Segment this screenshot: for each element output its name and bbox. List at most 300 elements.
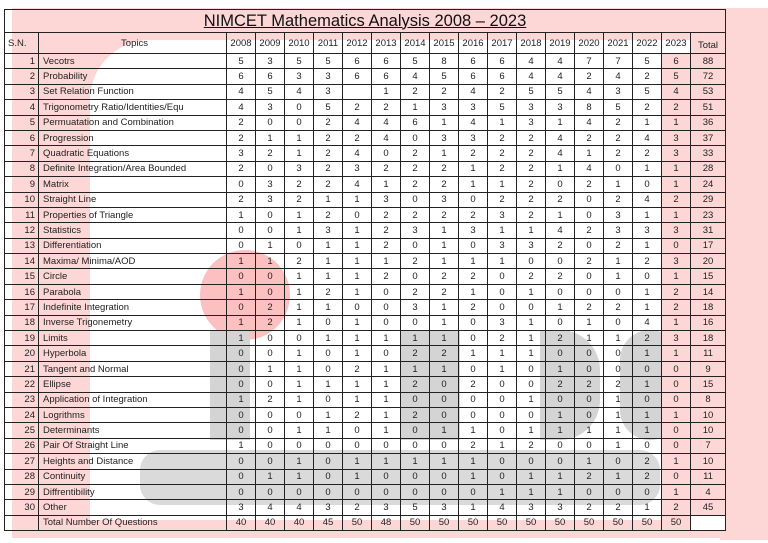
- row-year-value: 1: [546, 207, 575, 222]
- row-topic: Statistics: [39, 223, 227, 238]
- row-year-value: 2: [604, 130, 633, 145]
- table-row: [5, 269, 726, 284]
- row-year-value: 4: [575, 161, 604, 176]
- row-year-value: 0: [604, 315, 633, 330]
- row-topic: Matrix: [39, 177, 227, 192]
- row-year-value: 2: [604, 500, 633, 515]
- row-year-value: 0: [575, 484, 604, 499]
- row-year-value: 0: [575, 284, 604, 299]
- row-year-value: 1: [256, 254, 285, 269]
- row-sn: 23: [5, 392, 39, 407]
- row-year-value: 1: [314, 300, 343, 315]
- row-year-value: 4: [517, 54, 546, 69]
- row-year-value: 4: [575, 115, 604, 130]
- row-year-value: 2: [517, 130, 546, 145]
- row-year-value: 1: [285, 469, 314, 484]
- row-year-value: 6: [343, 69, 372, 84]
- row-year-value: 2: [256, 392, 285, 407]
- row-year-value: 1: [343, 454, 372, 469]
- footer-year-total: 50: [401, 515, 430, 530]
- header-year: 2015: [430, 33, 459, 54]
- row-year-value: 1: [633, 407, 662, 422]
- row-year-value: 2: [633, 454, 662, 469]
- row-year-value: 1: [517, 315, 546, 330]
- row-year-value: 0: [604, 161, 633, 176]
- row-year-value: 3: [285, 161, 314, 176]
- row-sn: 18: [5, 315, 39, 330]
- row-year-value: 6: [459, 69, 488, 84]
- row-year-value: 1: [430, 254, 459, 269]
- row-year-value: 1: [459, 177, 488, 192]
- row-year-value: 2: [227, 115, 256, 130]
- row-year-value: 0: [314, 454, 343, 469]
- analysis-table: [4, 9, 726, 531]
- row-year-value: 0: [662, 469, 691, 484]
- row-year-value: 5: [662, 69, 691, 84]
- row-year-value: 0: [401, 130, 430, 145]
- row-year-value: 0: [372, 315, 401, 330]
- row-year-value: 1: [285, 377, 314, 392]
- row-year-value: 0: [256, 284, 285, 299]
- row-year-value: 2: [633, 469, 662, 484]
- row-year-value: 3: [430, 130, 459, 145]
- row-year-value: 1: [401, 454, 430, 469]
- row-year-value: 5: [430, 69, 459, 84]
- row-year-value: 0: [256, 407, 285, 422]
- row-year-value: 1: [227, 254, 256, 269]
- row-year-value: 1: [604, 254, 633, 269]
- row-year-value: 0: [401, 469, 430, 484]
- row-year-value: 0: [662, 392, 691, 407]
- row-year-value: 2: [662, 500, 691, 515]
- row-total: 17: [691, 238, 726, 253]
- row-year-value: 1: [314, 254, 343, 269]
- table-row: [5, 361, 726, 376]
- row-topic: Other: [39, 500, 227, 515]
- row-year-value: 1: [314, 377, 343, 392]
- row-year-value: 2: [575, 130, 604, 145]
- row-year-value: 1: [256, 130, 285, 145]
- row-year-value: 1: [488, 177, 517, 192]
- row-year-value: 1: [343, 346, 372, 361]
- row-year-value: 2: [401, 207, 430, 222]
- header-topics: Topics: [39, 33, 227, 54]
- table-row: [5, 207, 726, 222]
- row-year-value: 1: [459, 254, 488, 269]
- row-year-value: 0: [459, 192, 488, 207]
- table-row: [5, 331, 726, 346]
- row-year-value: 0: [343, 300, 372, 315]
- row-year-value: 0: [401, 315, 430, 330]
- row-year-value: 1: [430, 454, 459, 469]
- row-total: 51: [691, 100, 726, 115]
- row-total: 14: [691, 284, 726, 299]
- row-year-value: 0: [343, 484, 372, 499]
- row-year-value: 1: [517, 423, 546, 438]
- row-year-value: 2: [488, 146, 517, 161]
- row-year-value: 0: [517, 254, 546, 269]
- row-year-value: 2: [604, 192, 633, 207]
- row-year-value: 1: [633, 207, 662, 222]
- row-year-value: 2: [401, 254, 430, 269]
- row-year-value: 0: [430, 392, 459, 407]
- row-year-value: 1: [256, 238, 285, 253]
- row-year-value: 2: [459, 207, 488, 222]
- row-year-value: 0: [575, 207, 604, 222]
- row-year-value: 0: [488, 454, 517, 469]
- table-row: [5, 423, 726, 438]
- row-topic: Circle: [39, 269, 227, 284]
- row-sn: 27: [5, 454, 39, 469]
- row-total: 72: [691, 69, 726, 84]
- row-year-value: 0: [227, 177, 256, 192]
- row-year-value: 2: [430, 84, 459, 99]
- row-topic: Continuity: [39, 469, 227, 484]
- row-year-value: 0: [575, 392, 604, 407]
- row-year-value: 2: [256, 300, 285, 315]
- row-year-value: 2: [575, 177, 604, 192]
- row-year-value: 4: [546, 223, 575, 238]
- row-topic: Limits: [39, 331, 227, 346]
- row-year-value: 1: [517, 392, 546, 407]
- row-sn: 20: [5, 346, 39, 361]
- row-year-value: 1: [256, 361, 285, 376]
- row-year-value: 2: [517, 269, 546, 284]
- row-total: 24: [691, 177, 726, 192]
- row-year-value: 5: [401, 54, 430, 69]
- row-year-value: 1: [227, 438, 256, 453]
- row-year-value: 2: [343, 100, 372, 115]
- footer-year-total: 50: [517, 515, 546, 530]
- row-year-value: 4: [633, 130, 662, 145]
- table-row: [5, 161, 726, 176]
- row-year-value: 0: [546, 392, 575, 407]
- row-year-value: 0: [227, 269, 256, 284]
- row-year-value: 1: [227, 392, 256, 407]
- table-row: [5, 254, 726, 269]
- row-year-value: 1: [343, 284, 372, 299]
- row-year-value: 4: [343, 115, 372, 130]
- row-year-value: 1: [285, 315, 314, 330]
- row-year-value: 1: [662, 346, 691, 361]
- header-year: 2009: [256, 33, 285, 54]
- row-year-value: 2: [401, 146, 430, 161]
- row-year-value: 3: [488, 207, 517, 222]
- row-year-value: 2: [488, 84, 517, 99]
- row-topic: Determinants: [39, 423, 227, 438]
- row-year-value: 0: [488, 469, 517, 484]
- row-year-value: 2: [488, 161, 517, 176]
- row-topic: Inverse Trigonemetry: [39, 315, 227, 330]
- footer-sn: [5, 515, 39, 530]
- row-year-value: 5: [401, 500, 430, 515]
- row-year-value: 4: [401, 69, 430, 84]
- row-year-value: 0: [314, 469, 343, 484]
- row-sn: 22: [5, 377, 39, 392]
- row-year-value: 0: [256, 161, 285, 176]
- row-year-value: 1: [604, 423, 633, 438]
- row-topic: Quadratic Equations: [39, 146, 227, 161]
- row-year-value: 4: [517, 69, 546, 84]
- table-row: [5, 115, 726, 130]
- row-year-value: 2: [401, 377, 430, 392]
- row-year-value: 2: [633, 254, 662, 269]
- row-year-value: 1: [285, 454, 314, 469]
- row-year-value: 1: [401, 331, 430, 346]
- row-year-value: 5: [314, 54, 343, 69]
- row-year-value: 0: [488, 377, 517, 392]
- row-year-value: 3: [488, 238, 517, 253]
- row-year-value: 5: [633, 54, 662, 69]
- row-year-value: 3: [662, 130, 691, 145]
- row-year-value: 1: [633, 423, 662, 438]
- row-year-value: 0: [314, 361, 343, 376]
- row-year-value: 2: [430, 284, 459, 299]
- row-year-value: 1: [285, 130, 314, 145]
- row-total: 16: [691, 315, 726, 330]
- row-year-value: 0: [633, 269, 662, 284]
- row-year-value: 0: [488, 423, 517, 438]
- row-year-value: 3: [662, 223, 691, 238]
- row-year-value: 0: [343, 423, 372, 438]
- row-year-value: 0: [604, 454, 633, 469]
- row-year-value: 0: [372, 484, 401, 499]
- row-year-value: 1: [633, 238, 662, 253]
- row-sn: 10: [5, 192, 39, 207]
- row-year-value: 1: [285, 300, 314, 315]
- row-year-value: 1: [459, 454, 488, 469]
- row-year-value: 2: [372, 207, 401, 222]
- row-year-value: 2: [256, 315, 285, 330]
- row-year-value: 0: [662, 377, 691, 392]
- row-year-value: 1: [488, 484, 517, 499]
- row-year-value: 2: [517, 207, 546, 222]
- header-year: 2020: [575, 33, 604, 54]
- footer-year-total: 50: [343, 515, 372, 530]
- row-year-value: 2: [314, 130, 343, 145]
- row-year-value: 0: [546, 438, 575, 453]
- row-year-value: 0: [633, 177, 662, 192]
- row-year-value: 2: [546, 331, 575, 346]
- table-row: [5, 484, 726, 499]
- row-year-value: 8: [575, 100, 604, 115]
- row-sn: 9: [5, 177, 39, 192]
- row-year-value: 1: [430, 146, 459, 161]
- row-year-value: 3: [256, 100, 285, 115]
- row-year-value: 1: [575, 315, 604, 330]
- row-year-value: 0: [430, 484, 459, 499]
- row-year-value: 3: [546, 100, 575, 115]
- row-year-value: 2: [633, 331, 662, 346]
- row-year-value: 0: [488, 284, 517, 299]
- row-year-value: 2: [459, 146, 488, 161]
- row-total: 7: [691, 438, 726, 453]
- row-year-value: 2: [575, 469, 604, 484]
- row-topic: Application of Integration: [39, 392, 227, 407]
- row-year-value: 0: [372, 438, 401, 453]
- row-year-value: 0: [633, 392, 662, 407]
- row-year-value: 3: [372, 192, 401, 207]
- table-row: [5, 469, 726, 484]
- row-year-value: 2: [517, 161, 546, 176]
- row-year-value: 0: [459, 484, 488, 499]
- row-year-value: 4: [604, 69, 633, 84]
- row-year-value: 4: [343, 146, 372, 161]
- row-year-value: 1: [372, 84, 401, 99]
- row-year-value: 0: [227, 346, 256, 361]
- row-sn: 6: [5, 130, 39, 145]
- row-year-value: 1: [517, 469, 546, 484]
- table-row: [5, 454, 726, 469]
- table-row: [5, 284, 726, 299]
- row-year-value: 1: [633, 300, 662, 315]
- header-total: Total: [691, 33, 726, 54]
- row-year-value: 1: [459, 346, 488, 361]
- row-year-value: 0: [285, 484, 314, 499]
- row-year-value: 0: [575, 238, 604, 253]
- row-year-value: 1: [575, 146, 604, 161]
- row-year-value: 1: [343, 377, 372, 392]
- row-year-value: 4: [546, 54, 575, 69]
- row-year-value: 3: [662, 331, 691, 346]
- footer-year-total: 50: [575, 515, 604, 530]
- row-year-value: 0: [256, 115, 285, 130]
- row-year-value: 3: [343, 161, 372, 176]
- row-year-value: 4: [459, 84, 488, 99]
- footer-year-total: 40: [285, 515, 314, 530]
- row-sn: 4: [5, 100, 39, 115]
- row-year-value: 0: [604, 284, 633, 299]
- row-total: 23: [691, 207, 726, 222]
- table-row: [5, 346, 726, 361]
- row-year-value: 1: [372, 254, 401, 269]
- row-year-value: 2: [430, 269, 459, 284]
- row-year-value: 2: [517, 146, 546, 161]
- row-year-value: 0: [256, 269, 285, 284]
- row-year-value: 2: [662, 100, 691, 115]
- row-year-value: 1: [633, 284, 662, 299]
- row-year-value: 0: [662, 361, 691, 376]
- row-year-value: 2: [285, 177, 314, 192]
- row-year-value: 1: [430, 115, 459, 130]
- row-year-value: 2: [633, 69, 662, 84]
- row-year-value: 0: [256, 223, 285, 238]
- table-row: [5, 69, 726, 84]
- row-year-value: 2: [227, 130, 256, 145]
- header-year: 2017: [488, 33, 517, 54]
- table-row: [5, 300, 726, 315]
- row-year-value: 1: [633, 346, 662, 361]
- row-year-value: 1: [256, 469, 285, 484]
- row-year-value: 0: [227, 407, 256, 422]
- row-year-value: 1: [459, 423, 488, 438]
- row-year-value: 2: [633, 146, 662, 161]
- row-year-value: 0: [459, 238, 488, 253]
- row-year-value: 1: [604, 469, 633, 484]
- row-total: 37: [691, 130, 726, 145]
- row-year-value: 1: [343, 254, 372, 269]
- table-row: [5, 54, 726, 69]
- row-year-value: 4: [633, 192, 662, 207]
- row-year-value: 1: [343, 392, 372, 407]
- row-sn: 21: [5, 361, 39, 376]
- row-year-value: 1: [401, 100, 430, 115]
- row-year-value: 1: [227, 207, 256, 222]
- row-sn: 2: [5, 69, 39, 84]
- row-year-value: 1: [633, 377, 662, 392]
- row-year-value: 3: [314, 84, 343, 99]
- row-year-value: 2: [575, 69, 604, 84]
- row-total: 4: [691, 484, 726, 499]
- row-year-value: 2: [459, 377, 488, 392]
- row-topic: Vecotrs: [39, 54, 227, 69]
- row-year-value: 1: [488, 346, 517, 361]
- row-year-value: 3: [662, 146, 691, 161]
- row-total: 53: [691, 84, 726, 99]
- row-year-value: 4: [285, 500, 314, 515]
- row-year-value: 3: [401, 300, 430, 315]
- row-year-value: 0: [401, 192, 430, 207]
- row-year-value: 0: [633, 361, 662, 376]
- row-year-value: 1: [546, 484, 575, 499]
- header-row: [5, 33, 726, 54]
- row-year-value: 0: [314, 484, 343, 499]
- row-total: 28: [691, 161, 726, 176]
- row-year-value: 5: [488, 100, 517, 115]
- row-year-value: 1: [343, 223, 372, 238]
- row-year-value: 2: [401, 407, 430, 422]
- row-year-value: 1: [372, 423, 401, 438]
- row-year-value: 0: [430, 407, 459, 422]
- row-year-value: 1: [662, 269, 691, 284]
- header-year: 2023: [662, 33, 691, 54]
- row-year-value: 5: [314, 100, 343, 115]
- row-year-value: 1: [459, 500, 488, 515]
- footer-year-total: 50: [662, 515, 691, 530]
- row-year-value: 1: [285, 269, 314, 284]
- row-year-value: 3: [314, 223, 343, 238]
- row-year-value: 1: [314, 423, 343, 438]
- row-year-value: 1: [633, 500, 662, 515]
- row-year-value: 0: [517, 300, 546, 315]
- row-year-value: 1: [343, 469, 372, 484]
- row-year-value: 3: [401, 223, 430, 238]
- row-year-value: 4: [662, 84, 691, 99]
- row-year-value: 2: [546, 269, 575, 284]
- row-year-value: 2: [372, 100, 401, 115]
- row-year-value: 1: [662, 161, 691, 176]
- row-year-value: 1: [314, 269, 343, 284]
- row-year-value: 1: [372, 454, 401, 469]
- row-year-value: 6: [343, 54, 372, 69]
- row-year-value: 2: [343, 500, 372, 515]
- row-topic: Heights and Distance: [39, 454, 227, 469]
- row-total: 88: [691, 54, 726, 69]
- row-year-value: [343, 84, 372, 99]
- row-year-value: 0: [343, 207, 372, 222]
- row-sn: 29: [5, 484, 39, 499]
- footer-year-total: 45: [314, 515, 343, 530]
- row-year-value: 1: [372, 331, 401, 346]
- row-year-value: 2: [575, 300, 604, 315]
- row-year-value: 1: [285, 146, 314, 161]
- row-year-value: 2: [314, 161, 343, 176]
- row-year-value: 0: [430, 377, 459, 392]
- row-year-value: 3: [430, 100, 459, 115]
- row-year-value: 2: [372, 269, 401, 284]
- row-year-value: 1: [430, 315, 459, 330]
- row-year-value: 2: [633, 100, 662, 115]
